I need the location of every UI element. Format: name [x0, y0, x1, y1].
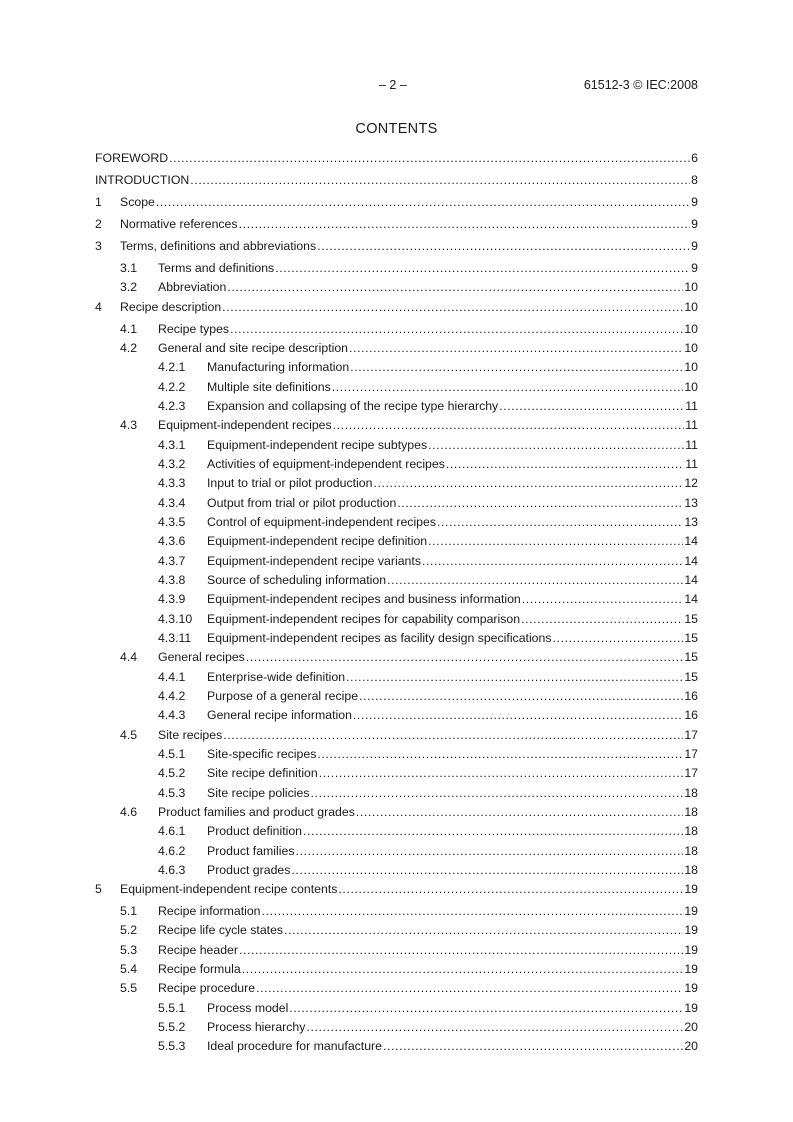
toc-entry-page: 19 — [684, 923, 698, 937]
toc-entry-page: 17 — [684, 728, 698, 742]
toc-entry-page: 20 — [684, 1020, 698, 1034]
toc-entry-title: Recipe header — [158, 943, 238, 957]
toc-entry-number: 4.2 — [120, 341, 138, 355]
toc-entry-page: 15 — [684, 612, 698, 626]
toc-entry-title: Terms, definitions and abbreviations — [120, 239, 317, 253]
toc-entry-page: 13 — [684, 496, 698, 510]
toc-leader-dots — [350, 360, 683, 374]
toc-entry-title: Normative references — [120, 217, 238, 231]
toc-entry-page: 20 — [684, 1039, 698, 1053]
toc-entry-number: 4.5 — [120, 728, 138, 742]
toc-leader-dots — [332, 380, 684, 394]
toc-entry-number: 5.1 — [120, 904, 138, 918]
toc-entry-number: 4.5.2 — [158, 766, 186, 780]
toc-entry[interactable] — [95, 300, 698, 314]
toc-entry-number: 4.4 — [120, 650, 138, 664]
toc-entry-page: 19 — [684, 962, 698, 976]
toc-entry-number: 4.1 — [120, 322, 138, 336]
toc-entry-number: 5.5.1 — [158, 1001, 186, 1015]
toc-leader-dots — [222, 300, 683, 314]
toc-entry-page: 15 — [684, 631, 698, 645]
toc-entry-title: Terms and definitions — [158, 261, 275, 275]
toc-entry-page: 12 — [684, 476, 698, 490]
toc-entry-page: 18 — [684, 805, 698, 819]
toc-leader-dots — [499, 399, 684, 413]
toc-entry[interactable] — [95, 650, 698, 664]
toc-entry-title: Recipe description — [120, 300, 222, 314]
toc-entry[interactable] — [95, 805, 698, 819]
toc-entry-number: 3.1 — [120, 261, 138, 275]
toc-entry-number: 3.2 — [120, 280, 138, 294]
toc-leader-dots — [291, 863, 683, 877]
toc-entry[interactable] — [95, 863, 698, 877]
toc-entry-page: 14 — [684, 554, 698, 568]
toc-entry-number: 5.5.2 — [158, 1020, 186, 1034]
toc-entry-number: 4.2.1 — [158, 360, 186, 374]
toc-entry-page: 19 — [684, 981, 698, 995]
toc-entry-title: Multiple site definitions — [207, 380, 331, 394]
toc-entry-title: Activities of equipment-independent recipes — [207, 457, 445, 471]
toc-entry-page: 19 — [684, 1001, 698, 1015]
toc-entry[interactable] — [95, 824, 698, 838]
toc-entry[interactable] — [95, 904, 698, 918]
toc-entry-page: 10 — [684, 322, 698, 336]
toc-entry-page: 11 — [685, 457, 698, 471]
toc-leader-dots — [246, 650, 684, 664]
toc-entry-page: 10 — [684, 360, 698, 374]
toc-entry-title: Product grades — [207, 863, 291, 877]
toc-leader-dots — [317, 239, 690, 253]
toc-leader-dots — [319, 766, 684, 780]
toc-entry[interactable] — [95, 399, 698, 413]
toc-entry-number: 3 — [95, 239, 102, 253]
toc-entry-title: Equipment-independent recipe contents — [120, 882, 338, 896]
toc-entry-number: 4.6 — [120, 805, 138, 819]
toc-entry-number: 4.4.1 — [158, 670, 186, 684]
toc-entry[interactable] — [95, 631, 698, 645]
toc-entry-page: 17 — [684, 747, 698, 761]
toc-entry-page: 16 — [684, 689, 698, 703]
toc-entry[interactable] — [95, 612, 698, 626]
toc-entry-page: 14 — [684, 592, 698, 606]
toc-leader-dots — [230, 322, 683, 336]
toc-entry-number: 4 — [95, 300, 102, 314]
toc-leader-dots — [289, 1001, 683, 1015]
toc-entry[interactable] — [95, 981, 698, 995]
toc-leader-dots — [317, 747, 683, 761]
toc-entry-number: 4.3.7 — [158, 554, 186, 568]
toc-entry-title: Equipment-independent recipe definition — [207, 534, 428, 548]
toc-entry[interactable] — [95, 173, 698, 187]
toc-entry-number: 4.3.8 — [158, 573, 186, 587]
toc-entry-page: 8 — [691, 173, 698, 187]
toc-leader-dots — [256, 981, 683, 995]
toc-entry-title: General recipe information — [207, 708, 352, 722]
toc-entry-page: 19 — [684, 882, 698, 896]
toc-leader-dots — [397, 496, 683, 510]
toc-entry-title: Product families and product grades — [158, 805, 355, 819]
toc-entry[interactable] — [95, 747, 698, 761]
toc-entry[interactable] — [95, 195, 698, 209]
toc-leader-dots — [521, 612, 683, 626]
toc-entry[interactable] — [95, 1020, 698, 1034]
page-number: – 2 – — [379, 78, 407, 92]
toc-title: CONTENTS — [355, 121, 438, 137]
toc-leader-dots — [359, 689, 683, 703]
toc-entry[interactable] — [95, 728, 698, 742]
toc-leader-dots — [428, 534, 683, 548]
toc-entry-title: Source of scheduling information — [207, 573, 387, 587]
toc-leader-dots — [338, 882, 683, 896]
toc-leader-dots — [303, 824, 683, 838]
toc-entry-page: 10 — [684, 341, 698, 355]
toc-entry[interactable] — [95, 360, 698, 374]
toc-entry-title: General and site recipe description — [158, 341, 349, 355]
toc-entry-number: 4.2.3 — [158, 399, 186, 413]
toc-leader-dots — [284, 923, 683, 937]
toc-entry-number: 4.5.3 — [158, 786, 186, 800]
toc-entry-page: 14 — [684, 534, 698, 548]
toc-entry-title: Site recipe policies — [207, 786, 310, 800]
toc-entry-page: 14 — [684, 573, 698, 587]
toc-entry-number: 5.5.3 — [158, 1039, 186, 1053]
toc-entry[interactable] — [95, 554, 698, 568]
toc-entry-page: 15 — [684, 650, 698, 664]
toc-entry-page: 11 — [685, 399, 698, 413]
toc-entry-title: Control of equipment-independent recipes — [207, 515, 437, 529]
toc-leader-dots — [349, 341, 683, 355]
document-reference: 61512-3 © IEC:2008 — [583, 78, 698, 92]
toc-entry-number: 4.3.2 — [158, 457, 186, 471]
toc-leader-dots — [169, 151, 690, 165]
toc-leader-dots — [353, 708, 683, 722]
toc-entry-title: Process model — [207, 1001, 289, 1015]
toc-entry-title: Equipment-independent recipes and business information — [207, 592, 521, 606]
toc-entry-title: Recipe information — [158, 904, 261, 918]
toc-entry-number: 4.6.3 — [158, 863, 186, 877]
toc-entry[interactable] — [95, 438, 698, 452]
toc-entry-page: 16 — [684, 708, 698, 722]
toc-entry-page: 9 — [691, 261, 698, 275]
toc-entry-number: 4.3.10 — [158, 612, 193, 626]
toc-entry-title: Site recipe definition — [207, 766, 318, 780]
page-header — [95, 78, 698, 94]
toc-entry-page: 10 — [684, 380, 698, 394]
toc-leader-dots — [437, 515, 683, 529]
toc-entry-page: 9 — [691, 195, 698, 209]
toc-entry-number: 4.3.4 — [158, 496, 186, 510]
toc-leader-dots — [239, 217, 691, 231]
toc-entry[interactable] — [95, 962, 698, 976]
toc-entry-page: 18 — [684, 844, 698, 858]
toc-entry-page: 6 — [691, 151, 698, 165]
toc-entry-title: Recipe procedure — [158, 981, 256, 995]
toc-entry[interactable] — [95, 418, 698, 432]
toc-entry[interactable] — [95, 496, 698, 510]
toc-entry-number: 4.3 — [120, 418, 138, 432]
toc-entry-page: 18 — [684, 863, 698, 877]
toc-entry[interactable] — [95, 341, 698, 355]
toc-entry-page: 9 — [691, 217, 698, 231]
toc-leader-dots — [428, 438, 684, 452]
toc-entry-number: 4.3.5 — [158, 515, 186, 529]
toc-entry[interactable] — [95, 923, 698, 937]
toc-entry[interactable] — [95, 882, 698, 896]
toc-entry-title: Recipe formula — [158, 962, 241, 976]
toc-entry[interactable] — [95, 708, 698, 722]
toc-entry[interactable] — [95, 766, 698, 780]
toc-entry-title: Site-specific recipes — [207, 747, 317, 761]
toc-entry[interactable] — [95, 239, 698, 253]
toc-leader-dots — [356, 805, 683, 819]
toc-entry-page: 18 — [684, 824, 698, 838]
toc-entry[interactable] — [95, 844, 698, 858]
toc-leader-dots — [190, 173, 690, 187]
toc-entry-page: 11 — [685, 418, 698, 432]
toc-entry-number: 4.3.11 — [158, 631, 192, 645]
toc-entry[interactable] — [95, 689, 698, 703]
toc-entry-page: 11 — [685, 438, 698, 452]
toc-entry-number: 4.6.2 — [158, 844, 186, 858]
toc-entry-title: General recipes — [158, 650, 245, 664]
toc-entry-title: Equipment-independent recipes as facility design specifications — [207, 631, 552, 645]
toc-entry-number: 4.4.2 — [158, 689, 186, 703]
toc-entry[interactable] — [95, 670, 698, 684]
toc-entry[interactable] — [95, 217, 698, 231]
toc-entry[interactable] — [95, 261, 698, 275]
toc-entry-title: Output from trial or pilot production — [207, 496, 397, 510]
toc-entry-title: Equipment-independent recipe variants — [207, 554, 421, 568]
toc-entry-page: 10 — [684, 300, 698, 314]
toc-entry-number: 4.4.3 — [158, 708, 186, 722]
toc-entry-title: Recipe life cycle states — [158, 923, 284, 937]
toc-entry-number: 5.3 — [120, 943, 138, 957]
toc-leader-dots — [239, 943, 683, 957]
toc-entry-number: 5.4 — [120, 962, 138, 976]
toc-entry-title: Equipment-independent recipes — [158, 418, 332, 432]
toc-entry-title: Ideal procedure for manufacture — [207, 1039, 382, 1053]
toc-entry-number: 1 — [95, 195, 102, 209]
toc-leader-dots — [242, 962, 684, 976]
toc-entry-number: 4.3.1 — [158, 438, 186, 452]
toc-entry[interactable] — [95, 1039, 698, 1053]
toc-leader-dots — [295, 844, 683, 858]
toc-entry-page: 9 — [691, 239, 698, 253]
toc-entry-title: Purpose of a general recipe — [207, 689, 359, 703]
toc-entry-number: 4.5.1 — [158, 747, 186, 761]
toc-entry-number: 4.2.2 — [158, 380, 186, 394]
toc-leader-dots — [227, 280, 683, 294]
toc-leader-dots — [156, 195, 690, 209]
toc-entry[interactable] — [95, 592, 698, 606]
toc-entry-page: 19 — [684, 943, 698, 957]
toc-entry-title: Process hierarchy — [207, 1020, 306, 1034]
toc-leader-dots — [306, 1020, 683, 1034]
toc-leader-dots — [373, 476, 683, 490]
toc-entry-title: Scope — [120, 195, 155, 209]
toc-entry-number: 5.5 — [120, 981, 138, 995]
toc-entry[interactable] — [95, 151, 698, 165]
toc-entry-number: 2 — [95, 217, 102, 231]
toc-entry-title: Enterprise-wide definition — [207, 670, 346, 684]
toc-entry[interactable] — [95, 786, 698, 800]
toc-leader-dots — [223, 728, 683, 742]
toc-entry[interactable] — [95, 943, 698, 957]
toc-entry-page: 15 — [684, 670, 698, 684]
toc-entry[interactable] — [95, 573, 698, 587]
toc-entry-title: Equipment-independent recipes for capability comparison — [207, 612, 521, 626]
toc-entry-number: 5.2 — [120, 923, 138, 937]
toc-entry-title: Product families — [207, 844, 295, 858]
toc-entry-title: Abbreviation — [158, 280, 227, 294]
toc-entry-number: 4.3.6 — [158, 534, 186, 548]
toc-leader-dots — [333, 418, 685, 432]
toc-entry-title: Equipment-independent recipe subtypes — [207, 438, 428, 452]
toc-entry-title: Expansion and collapsing of the recipe type hierarchy — [207, 399, 499, 413]
toc-leader-dots — [275, 261, 690, 275]
toc-leader-dots — [346, 670, 683, 684]
toc-entry-number: 5 — [95, 882, 102, 896]
toc-entry[interactable] — [95, 534, 698, 548]
toc-entry-number: 4.3.3 — [158, 476, 186, 490]
toc-leader-dots — [387, 573, 683, 587]
toc-leader-dots — [522, 592, 684, 606]
toc-entry-title: Recipe types — [158, 322, 230, 336]
toc-entry[interactable] — [95, 1001, 698, 1015]
toc-leader-dots — [553, 631, 684, 645]
toc-leader-dots — [311, 786, 684, 800]
toc-leader-dots — [446, 457, 684, 471]
toc-entry-page: 17 — [684, 766, 698, 780]
toc-entry[interactable] — [95, 322, 698, 336]
toc-entry-page: 13 — [684, 515, 698, 529]
toc-entry[interactable] — [95, 457, 698, 471]
toc-entry-page: 18 — [684, 786, 698, 800]
toc-leader-dots — [383, 1039, 683, 1053]
toc-entry[interactable] — [95, 380, 698, 394]
toc-entry-title: Input to trial or pilot production — [207, 476, 373, 490]
toc-entry-title: FOREWORD — [95, 151, 169, 165]
toc-entry-title: Site recipes — [158, 728, 223, 742]
toc-entry-page: 10 — [684, 280, 698, 294]
toc-entry-number: 4.6.1 — [158, 824, 186, 838]
toc-entry-page: 19 — [684, 904, 698, 918]
toc-leader-dots — [422, 554, 683, 568]
toc-entry[interactable] — [95, 476, 698, 490]
toc-entry-number: 4.3.9 — [158, 592, 186, 606]
toc-entry-title: INTRODUCTION — [95, 173, 190, 187]
toc-entry[interactable] — [95, 280, 698, 294]
toc-entry[interactable] — [95, 515, 698, 529]
toc-entry-title: Manufacturing information — [207, 360, 350, 374]
toc-entry-title: Product definition — [207, 824, 303, 838]
toc-leader-dots — [262, 904, 684, 918]
